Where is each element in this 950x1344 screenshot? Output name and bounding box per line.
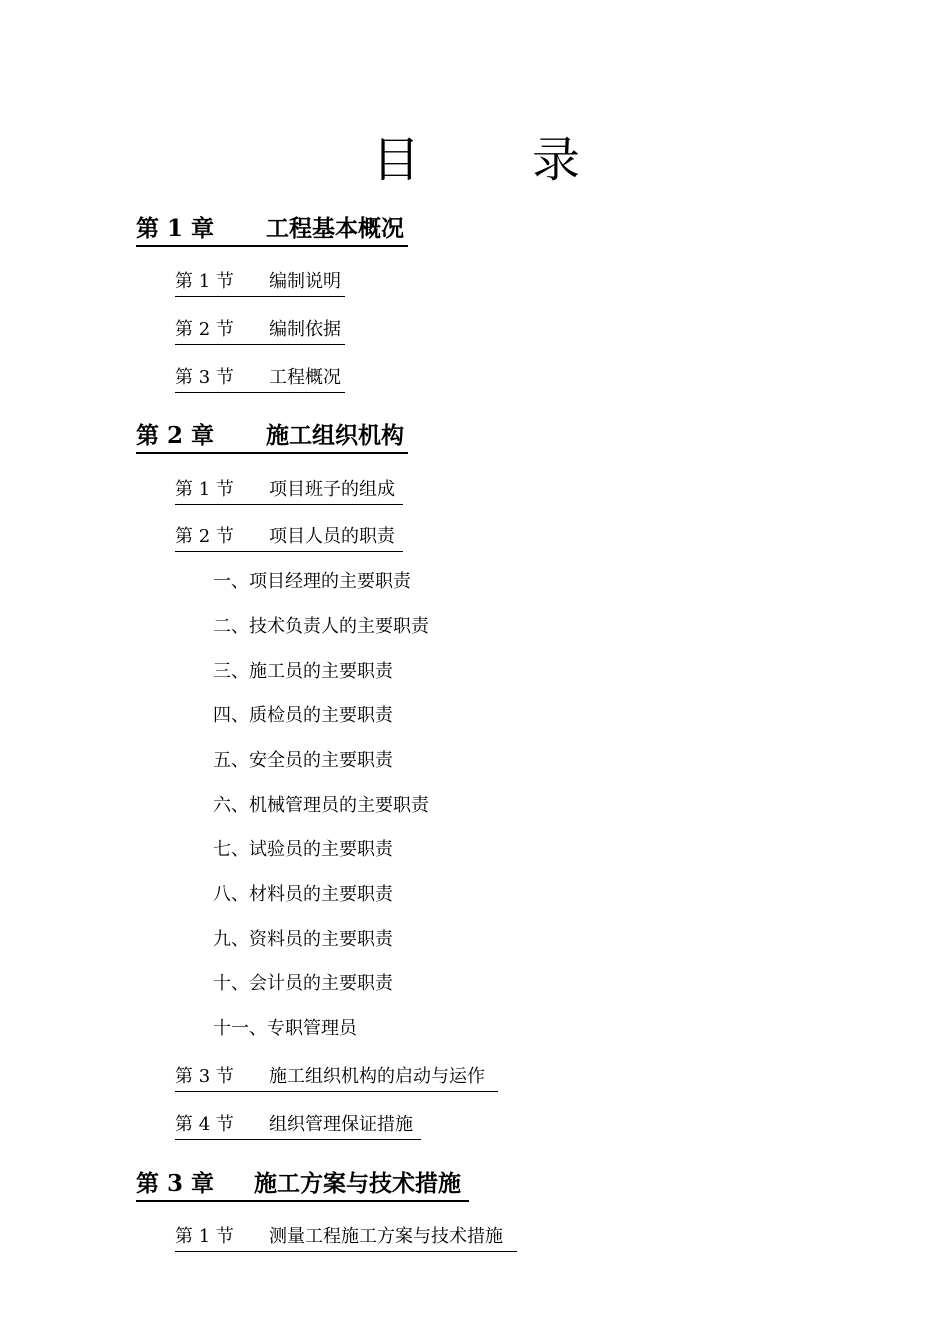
toc-item-text: 三、施工员的主要职责 xyxy=(213,661,393,682)
toc-section-title: 测量工程施工方案与技术措施 xyxy=(269,1226,503,1247)
toc-section-3-1[interactable] xyxy=(175,1223,517,1252)
toc-section-number: 第 2 节 xyxy=(175,526,234,547)
toc-chapter-1[interactable] xyxy=(136,213,408,247)
toc-item-text: 四、质检员的主要职责 xyxy=(213,705,393,726)
toc-section-number: 第 2 节 xyxy=(175,319,234,340)
toc-section-1-3[interactable] xyxy=(175,364,345,393)
toc-item-text: 十一、专职管理员 xyxy=(213,1018,357,1039)
toc-section-title: 项目人员的职责 xyxy=(269,526,395,547)
toc-section-2-2[interactable] xyxy=(175,523,403,552)
toc-section-number: 第 4 节 xyxy=(175,1114,234,1135)
page-title-char-1: 目 xyxy=(372,132,421,188)
toc-section-number: 第 1 节 xyxy=(175,271,234,292)
toc-chapter-title: 工程基本概况 xyxy=(266,215,404,242)
toc-chapter-number: 第 2 章 xyxy=(136,422,215,449)
toc-section-title: 项目班子的组成 xyxy=(269,479,395,500)
toc-section-1-2[interactable] xyxy=(175,316,345,345)
page-title-char-2: 录 xyxy=(532,132,581,188)
toc-section-title: 组织管理保证措施 xyxy=(269,1114,413,1135)
toc-chapter-title: 施工方案与技术措施 xyxy=(254,1170,461,1197)
toc-section-title: 编制说明 xyxy=(269,271,341,292)
page-title xyxy=(0,128,950,192)
toc-item-text: 一、项目经理的主要职责 xyxy=(213,571,411,592)
toc-item-text: 六、机械管理员的主要职责 xyxy=(213,795,429,816)
toc-item-text: 二、技术负责人的主要职责 xyxy=(213,616,429,637)
toc-section-number: 第 3 节 xyxy=(175,367,234,388)
toc-section-2-4[interactable] xyxy=(175,1111,421,1140)
toc-section-number: 第 1 节 xyxy=(175,479,234,500)
toc-section-title: 施工组织机构的启动与运作 xyxy=(269,1066,485,1087)
toc-section-title: 编制依据 xyxy=(269,319,341,340)
toc-item-text: 五、安全员的主要职责 xyxy=(213,750,393,771)
toc-chapter-3[interactable] xyxy=(136,1168,469,1202)
toc-section-2-1[interactable] xyxy=(175,476,403,505)
toc-item-text: 九、资料员的主要职责 xyxy=(213,929,393,950)
toc-section-number: 第 3 节 xyxy=(175,1066,234,1087)
toc-section-1-1[interactable] xyxy=(175,268,345,297)
toc-chapter-title: 施工组织机构 xyxy=(266,422,404,449)
toc-item-text: 七、试验员的主要职责 xyxy=(213,839,393,860)
toc-item-text: 八、材料员的主要职责 xyxy=(213,884,393,905)
toc-chapter-2[interactable] xyxy=(136,420,408,454)
toc-chapter-number: 第 1 章 xyxy=(136,215,215,242)
toc-section-title: 工程概况 xyxy=(269,367,341,388)
toc-item-text: 十、会计员的主要职责 xyxy=(213,973,393,994)
toc-section-number: 第 1 节 xyxy=(175,1226,234,1247)
toc-chapter-number: 第 3 章 xyxy=(136,1170,215,1197)
toc-section-2-3[interactable] xyxy=(175,1063,498,1092)
